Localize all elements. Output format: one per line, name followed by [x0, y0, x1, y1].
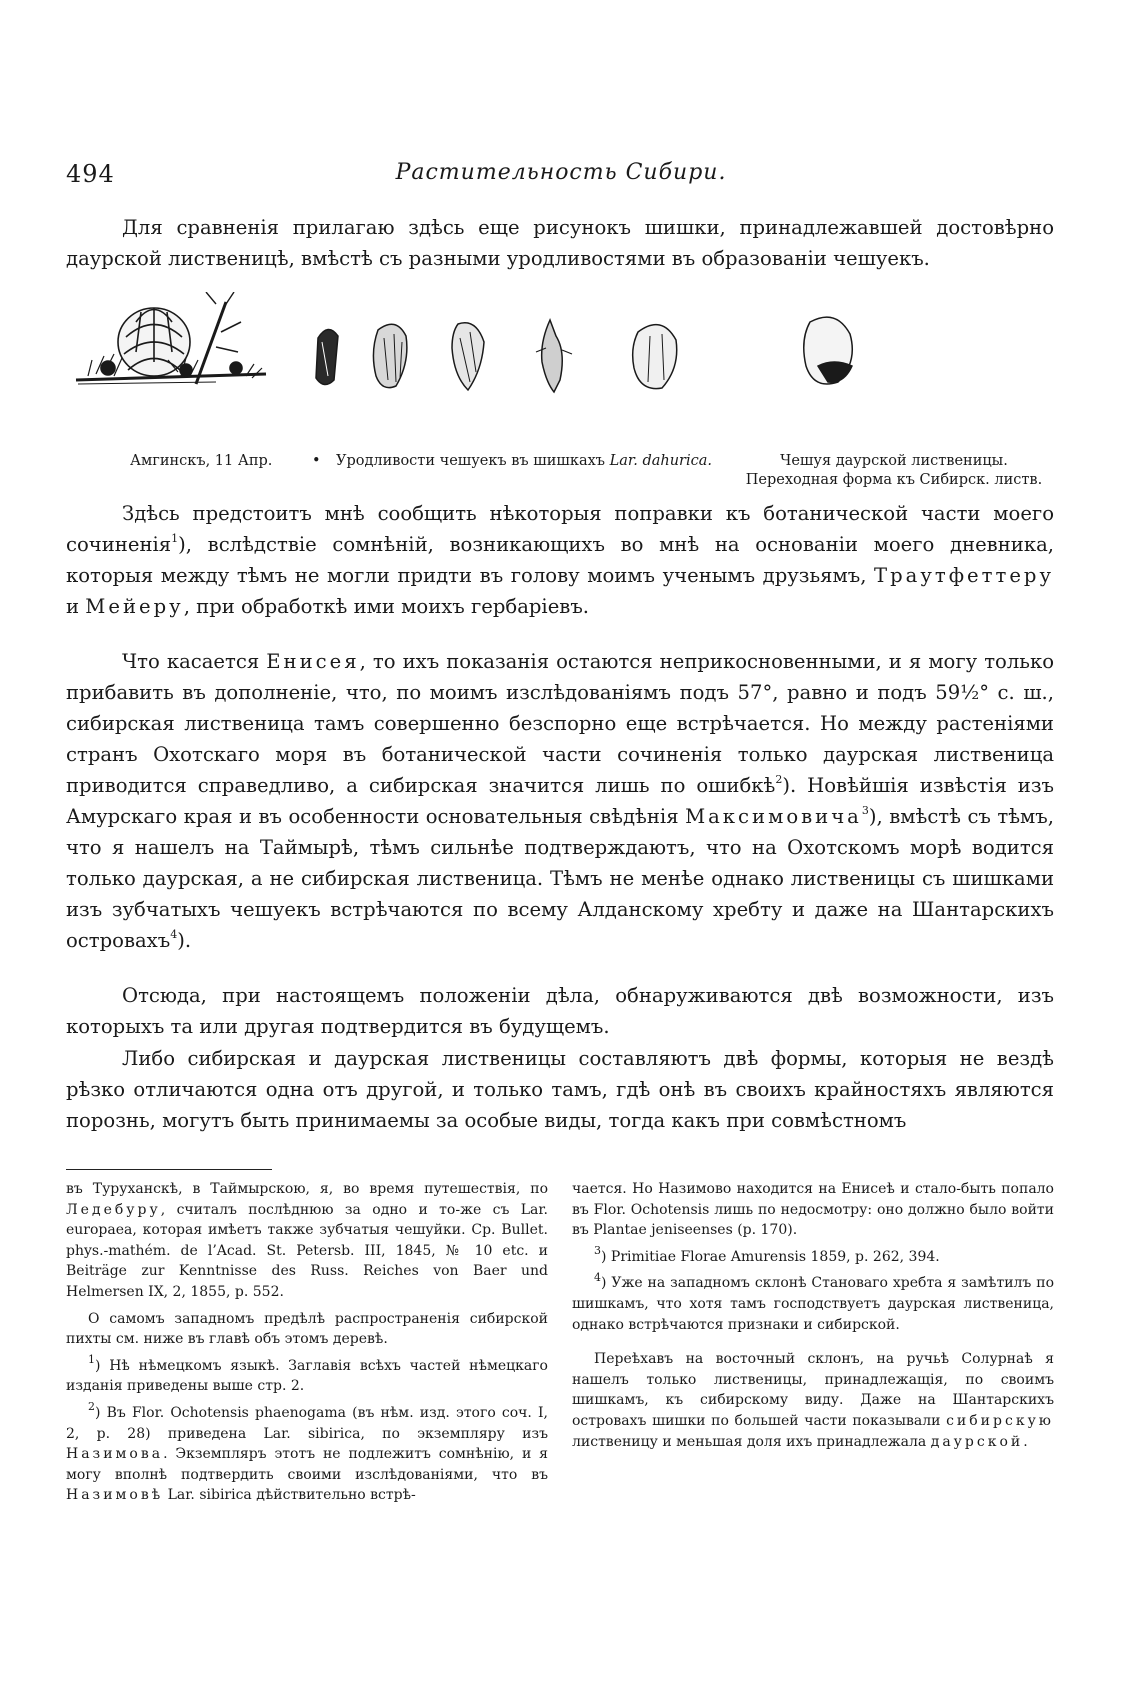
footnote-1 [66, 1353, 548, 1397]
paragraph-corrections [66, 498, 1054, 622]
footnote-ref-3: 3 [861, 804, 869, 818]
name-trautfetter: Траутфеттеру [874, 564, 1054, 587]
p1-text-3: и [66, 595, 86, 618]
footnote-divider [66, 1169, 272, 1170]
word-daurian: даурской [930, 1433, 1024, 1450]
footnotes-right-column [572, 1179, 1054, 1458]
footnote-3 [572, 1244, 1054, 1268]
caption-prefix: Уродливости чешуекъ въ шишкахъ [336, 453, 610, 469]
paragraph-possibilities: Отсюда, при настоящемъ положеніи дѣла, обнаруживаются двѣ возможности, изъ которыхъ та или другая подтвердится въ будущемъ. [66, 984, 1054, 1038]
page-number: 494 [66, 160, 115, 188]
intro-paragraph: Для сравненія прилагаю здѣсь еще рисунокъ шишки, принадлежавшей достовѣрно даурской лиственицѣ, вмѣстѣ съ разными уродливостями въ образованіи чешуекъ. [66, 216, 1054, 270]
footnote-3-text: ) Primitiae Florae Amurensis 1859, p. 262, 394. [601, 1248, 940, 1265]
page-header [66, 160, 1056, 196]
name-maximovich: Максимовича [685, 805, 862, 828]
figure-strip [66, 292, 1056, 488]
figure-caption-transitional [744, 452, 1044, 490]
footnote-fir-note: О самомъ западномъ предѣлѣ распространенія сибирской пихты см. ниже въ главѣ объ этомъ деревѣ. [66, 1310, 548, 1348]
name-ledebour: Ледебуру [66, 1201, 161, 1218]
paragraph-yenisei [66, 646, 1054, 956]
footnote-3-number: 3 [594, 1244, 601, 1258]
footnote-4-number: 4 [594, 1270, 601, 1284]
footnote-ref-4: 4 [170, 928, 178, 942]
p1-text-2: ), вслѣдствіе сомнѣній, возникающихъ во мнѣ на основаніи моего дневника, которыя между тѣмъ не могли придти въ голову моимъ ученымъ друзьямъ, [66, 533, 1054, 587]
p1-text-1: Здѣсь предстоитъ мнѣ сообщить нѣкоторыя поправки къ ботанической части моего сочиненія [66, 502, 1054, 556]
word-siberian: сибирскую [946, 1412, 1054, 1429]
p2-text-4: ), вмѣстѣ съ тѣмъ, что я нашелъ на Таймырѣ, тѣмъ сильнѣе подтверждаютъ, что на Охотскомъ морѣ водится только даурская, а не сибирская лиственица. Тѣмъ не менѣе однако лиственицы съ шишками изъ зубчатыхъ чешуекъ встрѣчаются по всему Алданскому хребту и даже на Шантарскихъ островахъ [66, 805, 1054, 952]
figure-caption-bullet: • [312, 453, 321, 469]
figure-caption-amginsk: Амгинскъ, 11 Апр. [130, 453, 273, 469]
fn4-extra-text-b: лиственицу и меньшая доля ихъ принадлежала [572, 1433, 931, 1450]
footnote-2-text-c: Lar. sibirica дѣйствительно встрѣ- [163, 1487, 416, 1504]
p2-text-5: ). [177, 929, 192, 952]
fn-cont-text-a: въ Туруханскѣ, в Таймырскою, я, во время путешествія, по [66, 1181, 548, 1197]
caption-species: Lar. dahurica. [609, 453, 712, 469]
caption-line-2: Переходная форма къ Сибирск. листв. [745, 472, 1043, 488]
footnote-2-text-b: . Экземпляръ этотъ не подлежитъ сомнѣнію, и я могу вполнѣ подтвердить своими изслѣдованіями, что въ [66, 1446, 548, 1483]
running-title: Растительность Сибири. [395, 160, 727, 185]
name-nazimovo: Назимовѣ [66, 1487, 164, 1504]
figure-illustrations [66, 292, 1056, 452]
p2-text-1: Что касается [122, 650, 267, 673]
fn-cont-text-b: , считалъ послѣднюю за одно и то-же съ Lar. europaea, которая имѣетъ также зубчатыя чешуйки. Ср. Bullet. phys.-mathém. de l’Acad. St. Petersb. III, 1845, № 10 etc. и Beiträge zur Kenntnisse des Russ. Reiches von Baer und Helmersen IX, 2, 1855, p. 552. [66, 1201, 548, 1300]
footnote-2-continuation: чается. Но Назимово находится на Енисеѣ и стало-быть попало въ Flor. Ochotensis лишь по недосмотру: оно должно было войти въ Plantae jeniseenses (p. 170). [572, 1181, 1054, 1239]
footnote-4 [572, 1270, 1054, 1335]
figure-caption-scales [336, 452, 712, 471]
footnotes-left-column [66, 1179, 548, 1512]
name-meyer: Мейеру [85, 595, 184, 618]
name-yenisei: Енисея [266, 650, 360, 673]
fn4-extra-text-c: . [1023, 1433, 1028, 1450]
footnote-1-text: ) Нѣ нѣмецкомъ языкѣ. Заглавія всѣхъ частей нѣмецкаго изданія приведены выше стр. 2. [66, 1357, 548, 1395]
paragraph-either: Либо сибирская и даурская лиственицы составляютъ двѣ формы, которыя не вездѣ рѣзко отличаются одна отъ другой, и только тамъ, гдѣ онѣ въ своихъ крайностяхъ являются порознь, могутъ быть принимаемы за особые виды, тогда какъ при совмѣстномъ [66, 1047, 1054, 1132]
fn4-extra-text-a: Переѣхавъ на восточный склонъ, на ручьѣ Солурнаѣ я нашелъ только лиственицы, принадлежащія, по своимъ шишкамъ, къ сибирскому виду. Даже на Шантарскихъ островахъ шишки по большей части показывали [572, 1351, 1054, 1429]
p1-text-4: , при обработкѣ ими моихъ гербаріевъ. [183, 595, 590, 618]
cone-branch-illustration [76, 292, 266, 384]
footnote-continuation [66, 1179, 548, 1303]
caption-line-1: Чешуя даурской лиственицы. [780, 453, 1008, 469]
p2-text-3: ). Новѣйшія извѣстія изъ Амурскаго края и въ особенности основательныя свѣдѣнія [66, 774, 1054, 828]
footnote-ref-2: 2 [775, 773, 783, 787]
footnote-2-text-a: ) Въ Flor. Ochotensis phaenogama (въ нѣм. изд. этого соч. I, 2, p. 28) приведена Lar. sibirica, по экземпляру изъ [66, 1404, 548, 1442]
footnote-1-number: 1 [88, 1353, 95, 1367]
p2-text-2: , то ихъ показанія остаются неприкосновенными, и я могу только прибавить въ дополненіе, что, по моимъ изслѣдованіямъ подъ 57°, равно и подъ 59½° с. ш., сибирская лиственица тамъ совершенно безспорно еще встрѣчается. Но между растеніями странъ Охотскаго моря въ ботанической части сочиненія только даурская лиственица приводится справедливо, а сибирская значится лишь по ошибкѣ [66, 650, 1054, 797]
name-nazimov: Назимова [66, 1446, 164, 1463]
footnote-ref-1: 1 [171, 532, 179, 546]
scale-illustrations [316, 317, 852, 392]
footnote-4-continuation [572, 1349, 1054, 1452]
footnote-2-number: 2 [88, 1400, 95, 1414]
footnote-2 [66, 1400, 548, 1506]
footnote-4-text: ) Уже на западномъ склонѣ Становаго хребта я замѣтилъ по шишкамъ, что хотя тамъ господствуетъ даурская лиственица, однако встрѣчаются признаки и сибирской. [572, 1275, 1054, 1333]
